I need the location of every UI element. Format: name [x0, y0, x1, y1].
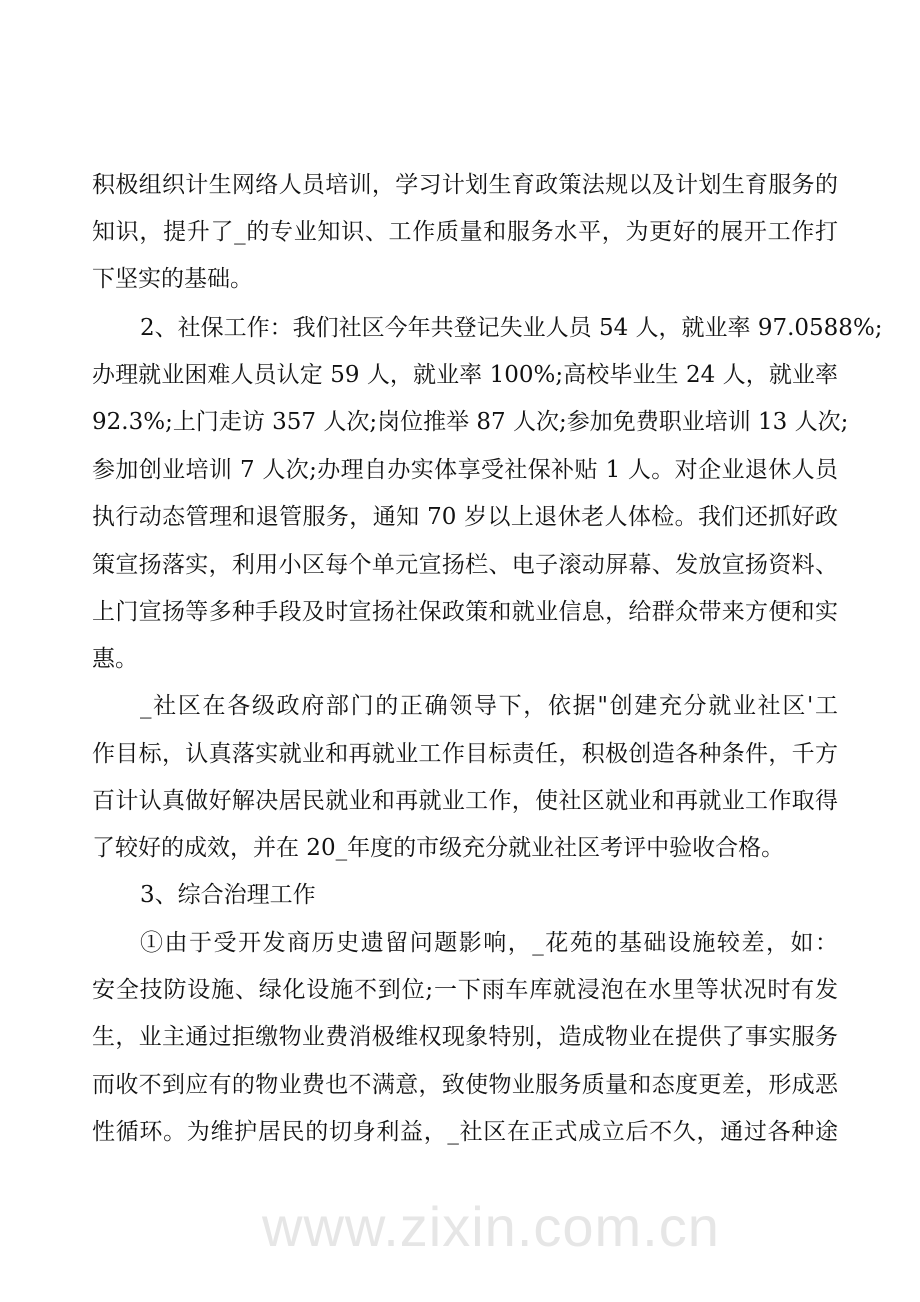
text-line: 2、社保工作：我们社区今年共登记失业人员 54 人，就业率 97.0588%;	[140, 315, 883, 341]
text-line: 下坚实的基础。	[92, 266, 253, 292]
text-line: 知识，提升了_的专业知识、工作质量和服务水平，为更好的展开工作打	[92, 219, 838, 245]
text-line: 92.3%;上门走访 357 人次;岗位推举 87 人次;参加免费职业培训 13 人次;	[92, 409, 849, 435]
text-line: 策宣扬落实，利用小区每个单元宣扬栏、电子滚动屏幕、发放宣扬资料、	[92, 552, 838, 578]
text-line: 生，业主通过拒缴物业费消极维权现象特别，造成物业在提供了事实服务	[92, 1024, 838, 1050]
text-line: 了较好的成效，并在 20_年度的市级充分就业社区考评中验收合格。	[92, 835, 785, 861]
text-line: 而收不到应有的物业费也不满意，致使物业服务质量和态度更差，形成恶	[92, 1072, 838, 1098]
text-line: 办理就业困难人员认定 59 人，就业率 100%;高校毕业生 24 人，就业率	[92, 362, 838, 388]
text-line: 上门宣扬等多种手段及时宣扬社保政策和就业信息，给群众带来方便和实	[92, 599, 838, 625]
text-line: ①由于受开发商历史遗留问题影响，_花苑的基础设施较差，如：	[140, 930, 838, 956]
text-line: 积极组织计生网络人员培训，学习计划生育政策法规以及计划生育服务的	[92, 172, 838, 198]
text-line: 作目标，认真落实就业和再就业工作目标责任，积极创造各种条件，千方	[92, 741, 838, 767]
watermark: www.zixin.com.cn	[262, 1195, 720, 1258]
text-line: 性循环。为维护居民的切身利益，_社区在正式成立后不久，通过各种途	[92, 1119, 838, 1145]
text-line: 安全技防设施、绿化设施不到位;一下雨车库就浸泡在水里等状况时有发	[92, 977, 838, 1003]
section-heading: 3、综合治理工作	[140, 882, 316, 908]
text-line: 执行动态管理和退管服务，通知 70 岁以上退休老人体检。我们还抓好政	[92, 504, 838, 530]
text-line: 百计认真做好解决居民就业和再就业工作，使社区就业和再就业工作取得	[92, 788, 838, 814]
text-line: _社区在各级政府部门的正确领导下，依据"创建充分就业社区'工	[140, 693, 838, 719]
text-line: 参加创业培训 7 人次;办理自办实体享受社保补贴 1 人。对企业退休人员	[92, 457, 838, 483]
text-line: 惠。	[92, 646, 138, 672]
